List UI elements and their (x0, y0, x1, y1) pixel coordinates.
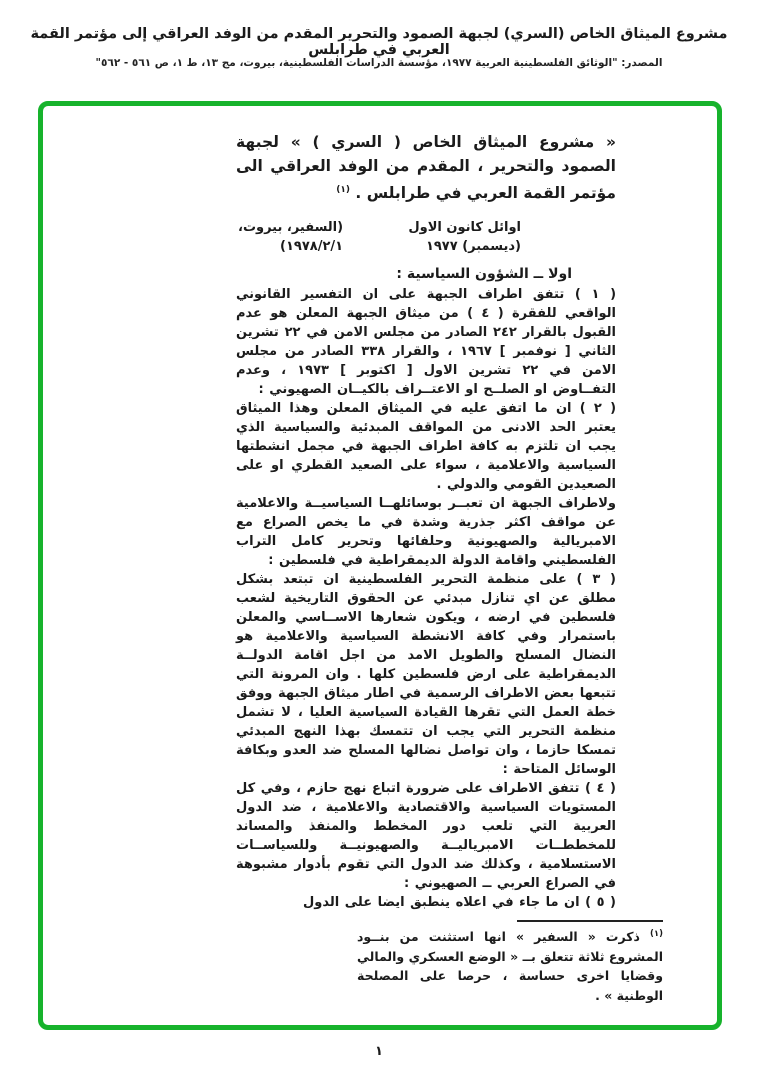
dateline-date-line1: اوائل كانون الاول (408, 220, 521, 236)
paragraph-5: ( ٥ ) ان ما جاء في اعلاه ينطبق ايضا على الدول (303, 895, 616, 911)
dateline (236, 218, 616, 256)
page-number: ١ (375, 1044, 383, 1059)
dateline-publication-line2: ١٩٧٨/٢/١) (280, 239, 344, 255)
document-title-text: « مشروع الميثاق الخاص ( السري ) » لجبهة الصمود والتحرير ، المقدم من الوفد العراقي الى مؤتمر القمة العربي في طرابلس . (236, 133, 616, 203)
footnote-text: ذكرت « السفير » انها استثنت من بنــود المشروع ثلاثة تتعلق بــ « الوضع العسكري والمالي وقضايا اخرى حساسة ، حرصا على المصلحة الوطنية » . (357, 929, 663, 1003)
dateline-publication-line1: (السفير، بيروت، (238, 220, 344, 236)
dateline-date (408, 218, 521, 256)
page-header-source: المصدر: "الوثائق الفلسطينية العربية ١٩٧٧، مؤسسة الدراسات الفلسطينية، بيروت، مج ١٣، ط ١، ص ٥٦١ - ٥٦٢" (95, 57, 663, 69)
paragraph-2-continuation: ولاطراف الجبهة ان تعبــر بوسائلهــا السياسيــة والاعلامية عن مواقف اكثر جذرية وشدة في ما يخص الصراع مع الامبريالية والصهيونية وحلفائها وتحرير كامل التراب الفلسطيني واقامة الدولة الديمقراطية في فلسطين : (236, 496, 616, 569)
document-title (236, 130, 616, 205)
dateline-date-line2: (ديسمبر) ١٩٧٧ (425, 239, 521, 255)
page-header-title: مشروع الميثاق الخاص (السري) لجبهة الصمود والتحرير المقدم من الوفد العراقي إلى مؤتمر القمة العربي في طرابلس (30, 26, 728, 58)
dateline-publication (238, 218, 343, 256)
paragraph-4: ( ٤ ) تتفق الاطراف على ضرورة اتباع نهج حازم ، وفي كل المستويات السياسية والاقتصادية والاعلامية ، ضد الدول العربية التي تلعب دور المخطط والمنفذ والمساند للمخططــات الامبرياليــة والصهيونيــة وللسياســات الاستسلامية ، وكذلك ضد الدول التي تقوم بأدوار مشبوهة في الصراع العربي ــ الصهيوني : (236, 781, 617, 892)
section-heading-political-affairs: اولا ــ الشؤون السياسية : (396, 266, 572, 283)
footnote-divider-rule (517, 920, 663, 922)
footnote-ref-marker: (١) (336, 185, 351, 195)
paragraph-1: ( ١ ) تتفق اطراف الجبهة على ان التفسير القانوني الواقعي للفقرة ( ٤ ) من ميثاق الجبهة المعلن هو عدم القبول بالقرار ٢٤٢ الصادر من مجلس الامن في ٢٢ تشرين الثاني [ نوفمبر ] ١٩٦٧ ، والقرار ٣٣٨ الصادر من مجلس الامن في ٢٢ تشرين الاول [ اكتوبر ] ١٩٧٣ ، وعدم التفــاوض او الصلــح او الاعتــراف بالكيــان الصهيوني : (236, 287, 617, 398)
paragraph-2: ( ٢ ) ان ما اتفق عليه في الميثاق المعلن وهذا الميثاق يعتبر الحد الادنى من المواقف المبدئية والسياسية الذي يجب ان تلتزم به كافة اطراف الجبهة في مجمل انشطتها السياسية والاعلامية ، سواء على الصعيد القطري او على الصعيدين القومي والدولي . (236, 401, 617, 493)
paragraph-3: ( ٣ ) على منظمة التحرير الفلسطينية ان تبتعد بشكل مطلق عن اي تنازل مبدئي عن الحقوق التاريخية لشعب فلسطين في ارضه ، ويكون شعارها الاســاسي والمعلن باستمرار وفي كافة الانشطة السياسية والاعلامية هو النضال المسلح والطويل الامد من اجل اقامة الدولــة الديمقراطية على ارض فلسطين كلها . وان المرونة التي تتبعها بعض الاطراف الرسمية في اطار ميثاق الجبهة ووفق خطة العمل التي تقرها القيادة السياسية العليا ، لا تشمل منظمة التحرير التي يجب ان تتمسك بهذا النهج المبدئي تمسكا حازما ، وان تواصل نضالها المسلح ضد العدو وبكافة الوسائل المتاحة : (236, 572, 617, 778)
footnote-marker: (١) (650, 928, 663, 939)
green-border-frame (38, 101, 722, 1030)
document-body (236, 130, 616, 912)
footnote (357, 920, 663, 1005)
